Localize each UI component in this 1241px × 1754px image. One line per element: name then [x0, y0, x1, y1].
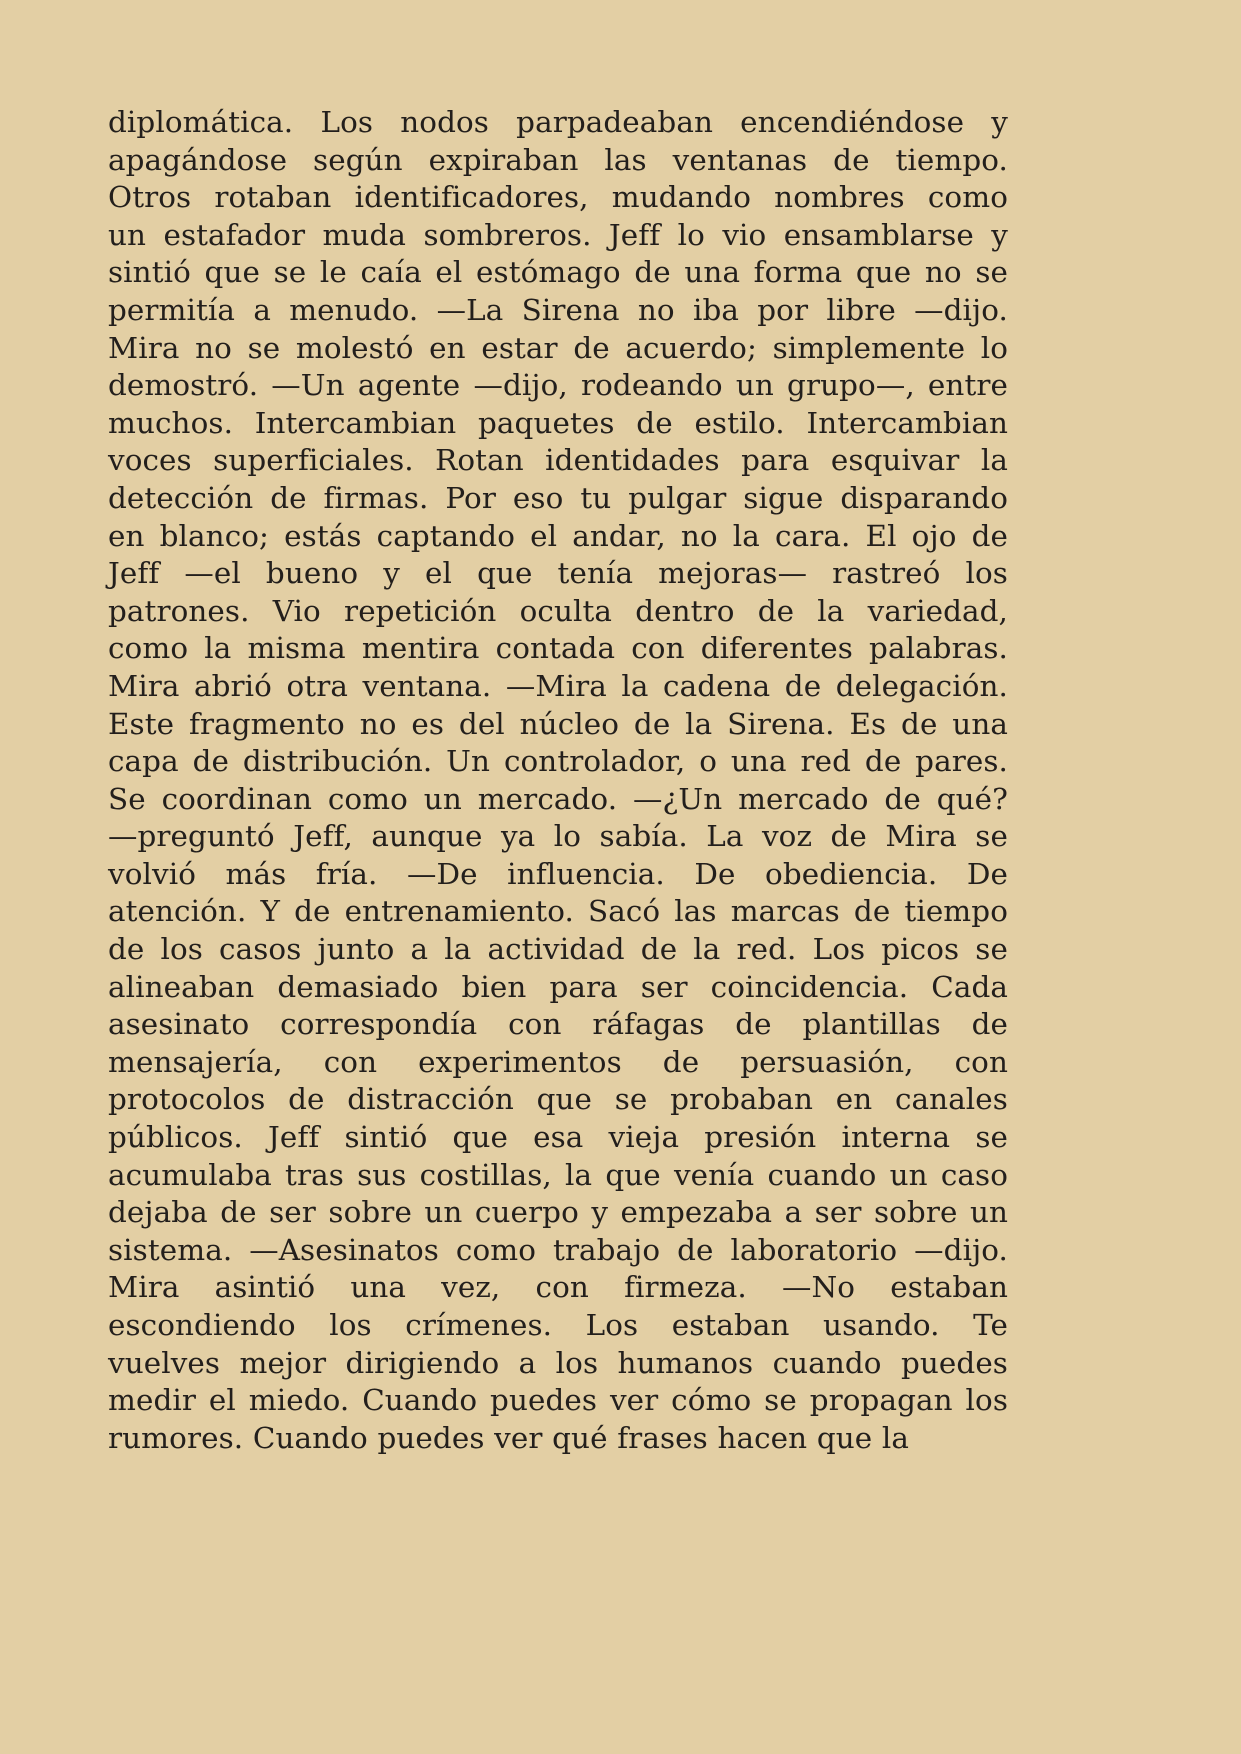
text-line: permitía a menudo. —La Sirena no iba por libre —dijo. — [108, 292, 1008, 327]
text-line: atención. Y de entrenamiento. Sacó las marcas de tiempo — [108, 894, 1008, 929]
text-line: acumulaba tras sus costillas, la que venía cuando un caso — [108, 1157, 1008, 1192]
text-line: muchos. Intercambian paquetes de estilo. Intercambian — [108, 405, 1008, 440]
text-line: vuelves mejor dirigiendo a los humanos cuando puedes — [108, 1345, 1008, 1380]
text-line: sintió que se le caía el estómago de una forma que no se — [108, 255, 1008, 290]
text-line: medir el miedo. Cuando puedes ver cómo se propagan los — [108, 1383, 1008, 1418]
text-line: capa de distribución. Un controlador, o una red de pares. — [108, 744, 1008, 779]
text-line: diplomática. Los nodos parpadeaban encendiéndose y — [108, 105, 1008, 139]
text-line: Jeff —el bueno y el que tenía mejoras— rastreó los — [108, 556, 1008, 591]
text-line: rumores. Cuando puedes ver qué frases hacen que la — [108, 1420, 910, 1455]
text-line: voces superficiales. Rotan identidades para esquivar la — [108, 443, 1008, 478]
text-line: asesinato correspondía con ráfagas de plantillas de — [108, 1007, 1008, 1042]
text-line: protocolos de distracción que se probaban en canales — [108, 1082, 1008, 1117]
text-line: detección de firmas. Por eso tu pulgar sigue disparando — [108, 480, 1008, 515]
text-line: Mira abrió otra ventana. —Mira la cadena de delegación. — [108, 668, 1008, 703]
text-line: Este fragmento no es del núcleo de la Sirena. Es de una — [108, 706, 1008, 741]
text-line: mensajería, con experimentos de persuasión, con — [108, 1044, 1008, 1079]
text-line: de los casos junto a la actividad de la red. Los picos se — [108, 932, 1008, 967]
text-line: Mira asintió una vez, con firmeza. —No estaban — [108, 1270, 1008, 1305]
body-paragraph — [108, 104, 1008, 1457]
text-line: volvió más fría. —De influencia. De obediencia. De — [108, 856, 1008, 891]
text-line: dejaba de ser sobre un cuerpo y empezaba a ser sobre un — [108, 1195, 1008, 1230]
text-line: en blanco; estás captando el andar, no la cara. El ojo de — [108, 518, 1008, 553]
text-line: alineaban demasiado bien para ser coincidencia. Cada — [108, 969, 1008, 1004]
text-line: sistema. —Asesinatos como trabajo de laboratorio —dijo. — [108, 1232, 1008, 1267]
text-line: Otros rotaban identificadores, mudando nombres como — [108, 180, 1008, 215]
text-line: demostró. —Un agente —dijo, rodeando un grupo—, entre — [108, 368, 1008, 403]
text-line: un estafador muda sombreros. Jeff lo vio ensamblarse y — [108, 217, 1008, 252]
text-line: como la misma mentira contada con diferentes palabras. — [108, 631, 1008, 666]
text-line: —preguntó Jeff, aunque ya lo sabía. La voz de Mira se — [108, 819, 1008, 854]
text-line: públicos. Jeff sintió que esa vieja presión interna se — [108, 1120, 1008, 1155]
text-line: Se coordinan como un mercado. —¿Un mercado de qué? — [108, 781, 1008, 816]
page-body-text — [108, 104, 1008, 1457]
text-line: patrones. Vio repetición oculta dentro de la variedad, — [108, 593, 1008, 628]
text-line: escondiendo los crímenes. Los estaban usando. Te — [108, 1308, 1008, 1342]
text-line: apagándose según expiraban las ventanas de tiempo. — [108, 142, 1008, 177]
text-line: Mira no se molestó en estar de acuerdo; simplemente lo — [108, 330, 1008, 365]
